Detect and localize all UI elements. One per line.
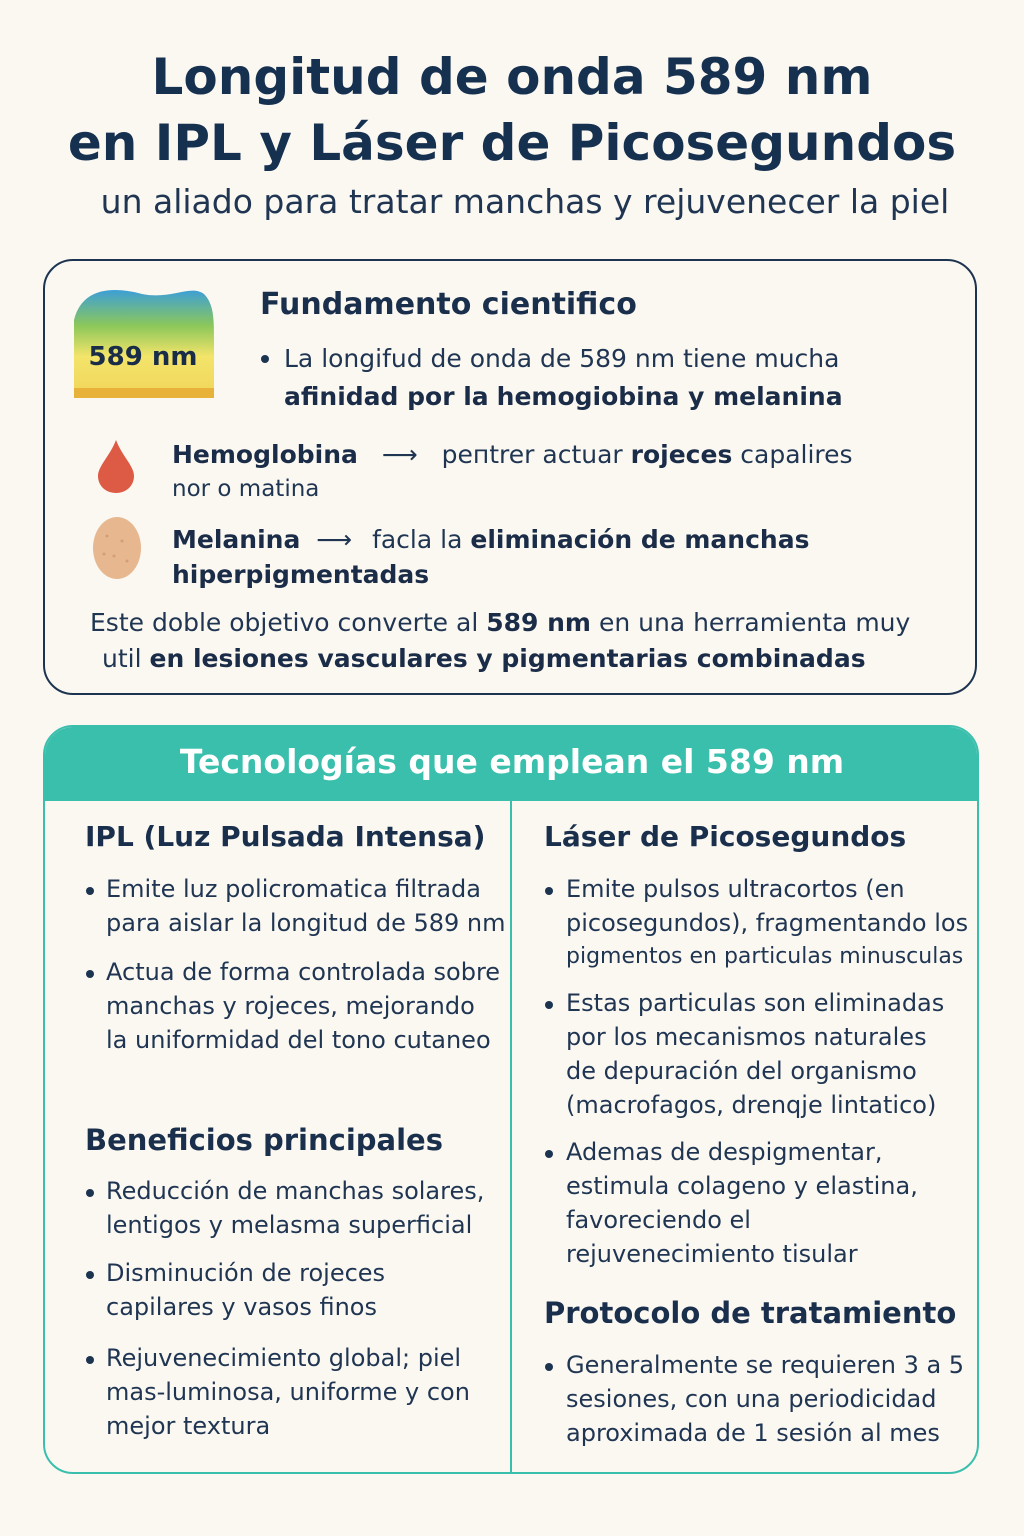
laser-bullet-3-line-3: favoreciendo el: [566, 1206, 751, 1234]
ipl-heading: IPL (Luz Pulsada Intensa): [85, 820, 486, 853]
beneficios-bullet-3-line-1: Rejuvenecimiento global; piel: [106, 1344, 462, 1372]
laser-bullet-2-line-1: Estas particulas son eliminadas: [566, 989, 945, 1017]
ipl-bullet-1-line-2: para aislar la longitud de 589 nm: [106, 909, 506, 937]
wavelength-gradient-icon: [72, 280, 214, 402]
laser-heading: Láser de Picosegundos: [544, 820, 907, 853]
bullet-dot: [545, 1001, 553, 1009]
laser-bullet-3-line-2: estimula colageno y elastina,: [566, 1172, 918, 1200]
beneficios-bullet-1-line-1: Reducción de manchas solares,: [106, 1177, 485, 1205]
bullet-dot: [86, 1271, 94, 1279]
arrow-right-icon: ⟶: [381, 440, 418, 469]
beneficios-bullet-1-line-2: lentigos y melasma superficial: [106, 1211, 473, 1239]
bullet-dot: [545, 887, 553, 895]
laser-bullet-1-line-1: Emite pulsos ultracortos (en: [566, 875, 905, 903]
beneficios-heading: Beneficios principales: [85, 1123, 443, 1157]
protocolo-bullet-1-line-3: aproximada de 1 sesión al mes: [566, 1419, 940, 1447]
laser-bullet-2-line-2: por los mecanismos naturales: [566, 1023, 927, 1051]
bullet-dot: [545, 1363, 553, 1371]
laser-bullet-1-line-2: picosegundos), fragmentando los: [566, 909, 969, 937]
ipl-bullet-2-line-3: la uniformidad del tono cutaneo: [106, 1026, 491, 1054]
arrow-right-icon: ⟶: [316, 525, 353, 554]
ipl-bullet-2-line-2: manchas y rojeces, mejorando: [106, 992, 475, 1020]
laser-bullet-1-line-3: pigmentos en particulas minusculas: [566, 944, 964, 969]
title-line-2: en IPL y Láser de Picosegundos: [67, 114, 957, 172]
protocolo-heading: Protocolo de tratamiento: [544, 1296, 957, 1330]
bullet-dot: [86, 887, 94, 895]
bullet-dot: [86, 1189, 94, 1197]
page-title: [0, 44, 1024, 176]
laser-bullet-3-line-1: Ademas de despigmentar,: [566, 1138, 883, 1166]
bullet-dot: [86, 970, 94, 978]
wavelength-label: 589 nm: [88, 342, 198, 372]
melanina-line-2: hiperpigmentadas: [172, 560, 430, 589]
laser-bullet-3-line-4: rejuvenecimiento tisular: [566, 1240, 858, 1268]
protocolo-bullet-1-line-2: sesiones, con una periodicidad: [566, 1385, 937, 1413]
hemoglobina-label: Hemoglobina: [172, 440, 358, 469]
bullet-dot: [86, 1356, 94, 1364]
beneficios-bullet-3-line-2: mas-luminosa, uniforme y con: [106, 1378, 470, 1406]
beneficios-bullet-3-line-3: mejor textura: [106, 1412, 271, 1440]
protocolo-bullet-1-line-1: Generalmente se requieren 3 a 5: [566, 1351, 965, 1379]
summary-line-2: util en lesiones vasculares y pigmentarias combinadas: [102, 644, 866, 673]
skin-patch-icon: [92, 516, 142, 580]
tecnologias-heading: Tecnologías que emplean el 589 nm: [179, 742, 845, 781]
melanina-row: Melanina ⟶ facla la eliminación de manchas: [172, 525, 810, 554]
hemoglobina-line-2: nor o matina: [172, 476, 320, 502]
summary-line-1: Este doble objetivo converte al 589 nm en una herramienta muy: [90, 608, 911, 637]
ipl-bullet-2-line-1: Actua de forma controlada sobre: [106, 958, 501, 986]
fundamento-bullet-line-2: afinidad por la hemogiobina y melanina: [284, 382, 843, 411]
laser-bullet-2-line-4: (macrofagos, drenqje lintatico): [566, 1091, 937, 1119]
beneficios-bullet-2-line-1: Disminución de rojeces: [106, 1259, 386, 1287]
ipl-bullet-1-line-1: Emite luz policromatica filtrada: [106, 875, 481, 903]
column-divider: [510, 799, 512, 1474]
blood-drop-icon: [96, 438, 136, 494]
beneficios-bullet-2-line-2: capilares y vasos finos: [106, 1293, 377, 1321]
hemoglobina-row: Hemoglobina ⟶ peпtrer actuar rojeces capalires: [172, 440, 853, 469]
bullet-dot: [261, 355, 269, 363]
bullet-dot: [545, 1150, 553, 1158]
fundamento-heading: Fundamento cientifico: [260, 287, 637, 322]
melanina-label: Melanina: [172, 525, 301, 554]
title-line-1: Longitud de onda 589 nm: [151, 48, 873, 106]
page-subtitle: un aliado para tratar manchas y rejuvenecer la piel: [100, 182, 950, 221]
fundamento-bullet-line-1: La longifud de onda de 589 nm tiene mucha: [284, 344, 840, 373]
laser-bullet-2-line-3: de depuración del organismo: [566, 1057, 917, 1085]
